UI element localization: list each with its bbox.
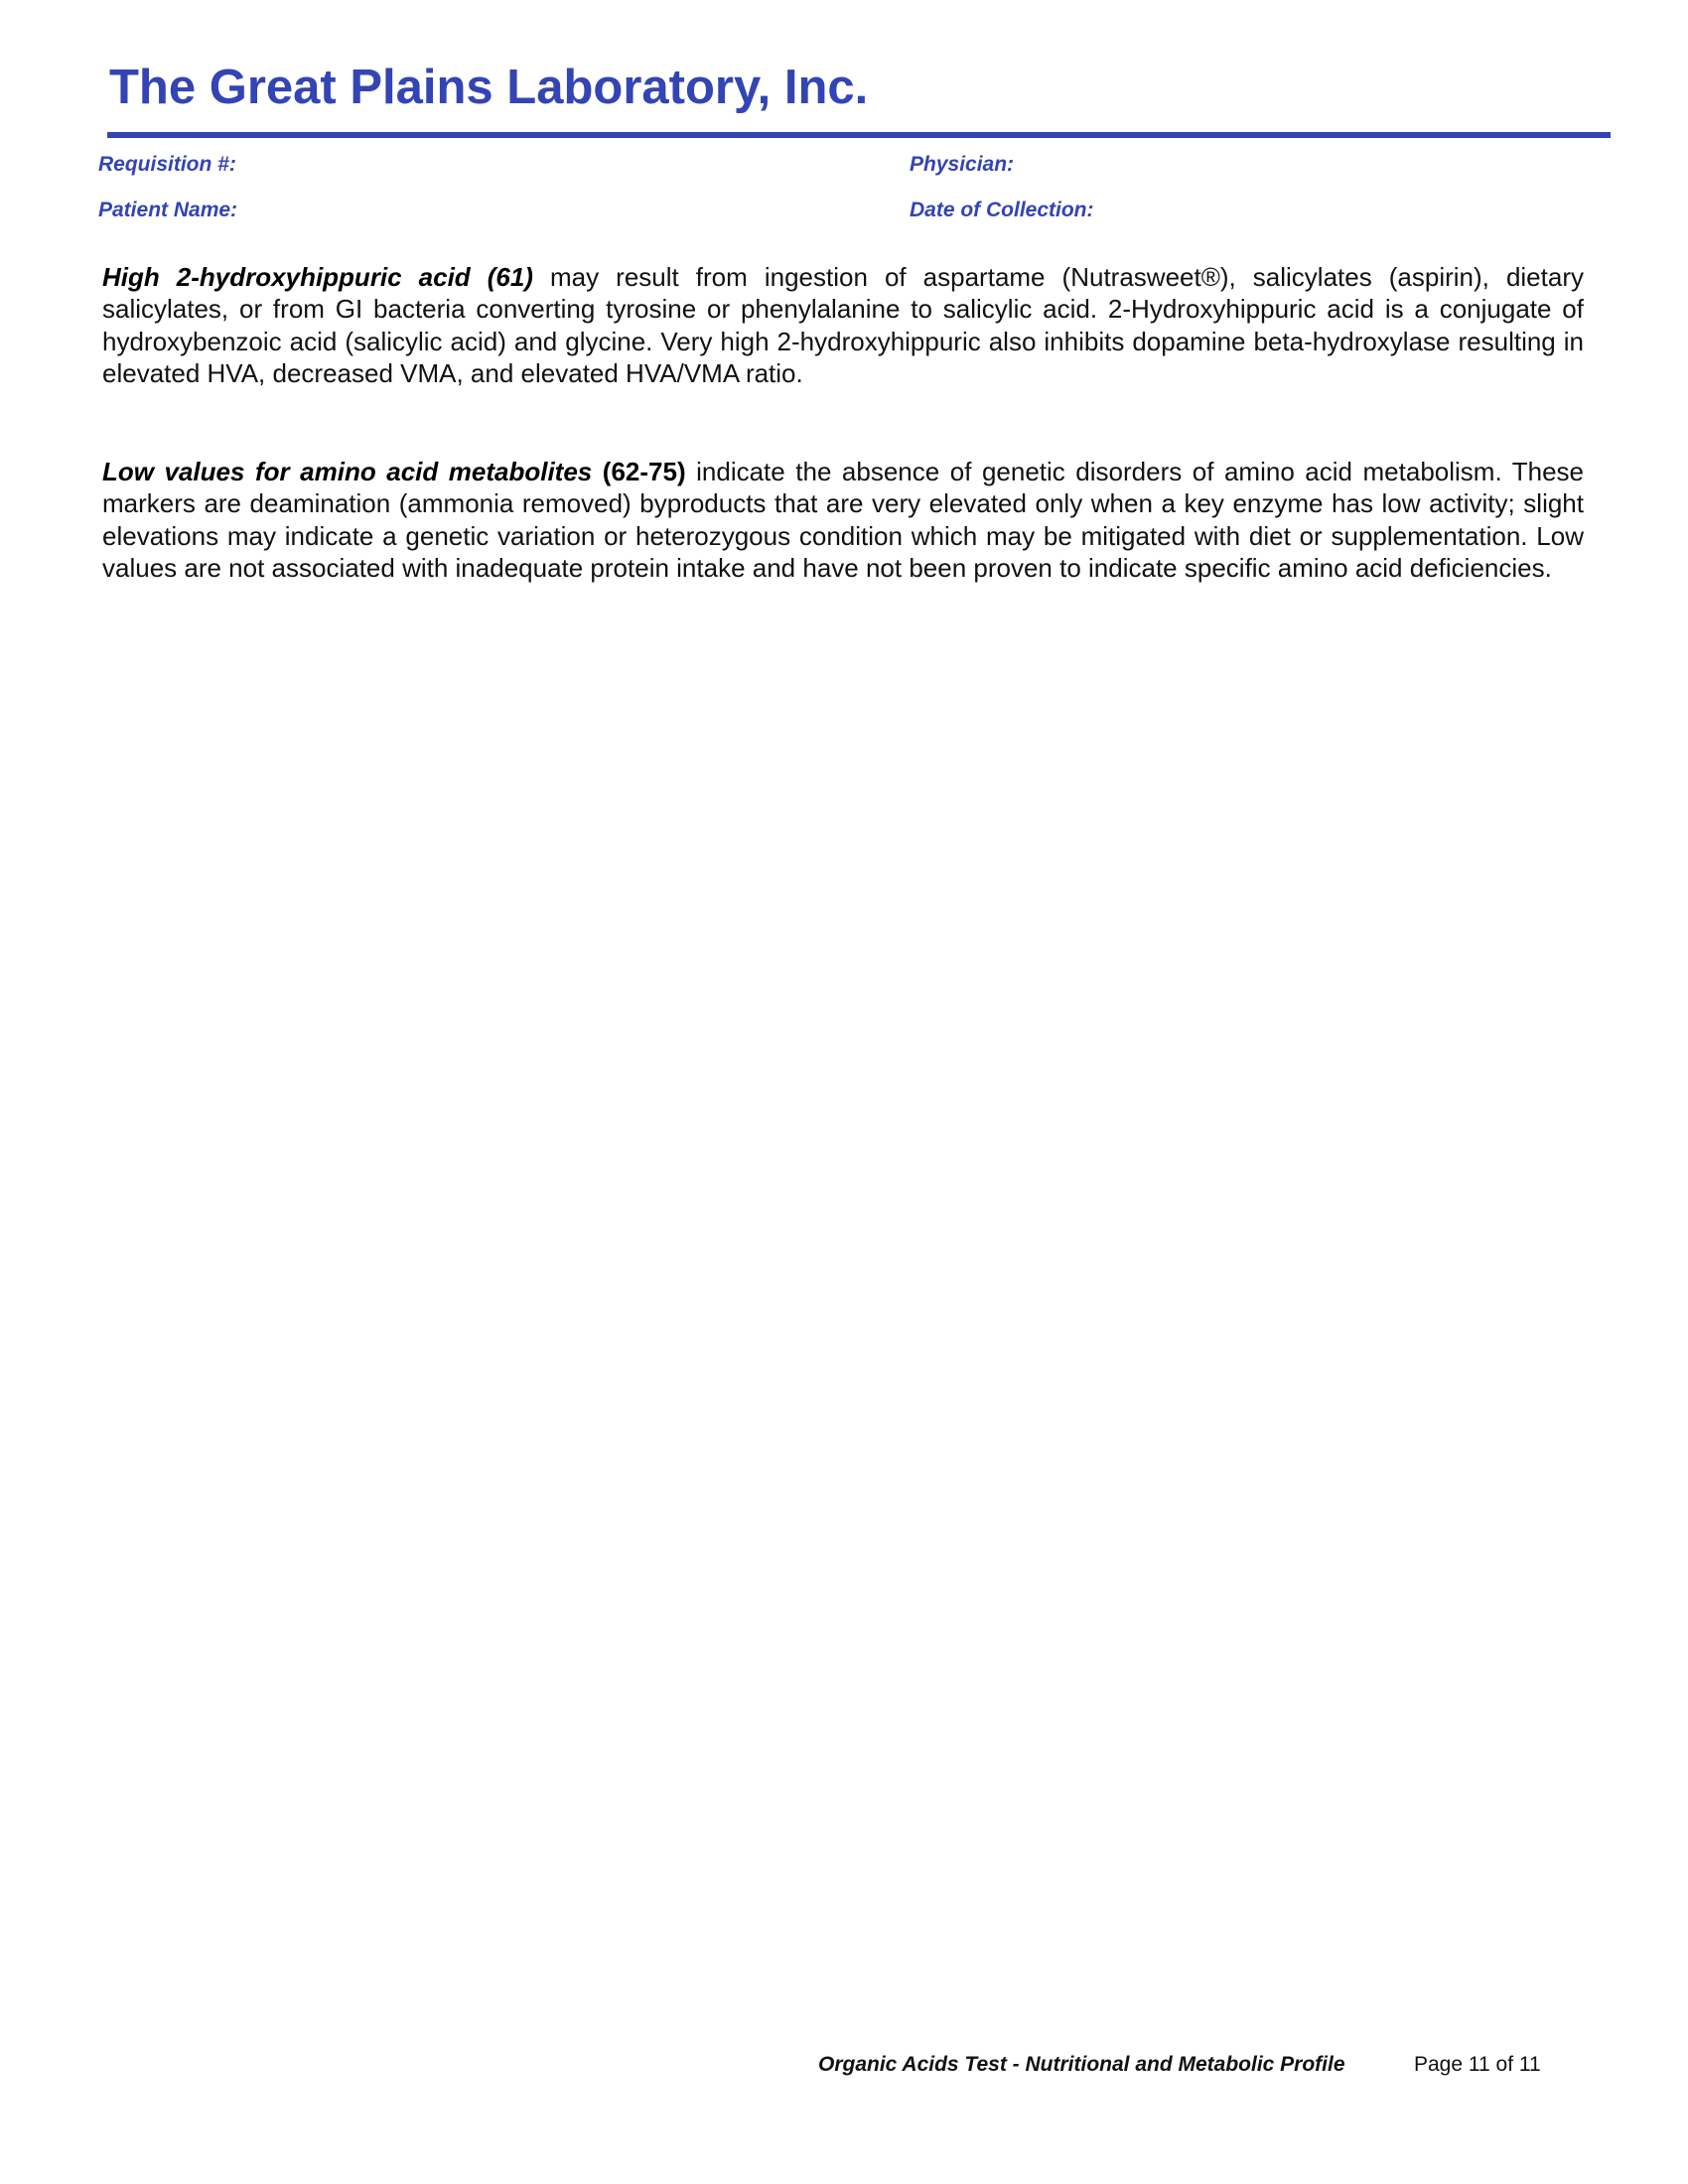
header-divider [107,132,1611,138]
paragraph-2-hydroxyhippuric-acid [102,261,1584,389]
paragraph-lead-range: (62-75) [592,457,686,486]
paragraph-body: indicate the absence of genetic disorders of amino acid metabolism. These markers are deamination (ammonia removed) byproducts that are very elevated only when a key enzyme has low activity; slight elevations may indicate a genetic variation or heterozygous condition which may be mitigated with diet or supplementation. Low values are not associated with inadequate protein intake and have not been proven to indicate specific amino acid deficiencies. [102,457,1584,583]
physician-label: Physician: [910,153,1015,176]
paragraph-lead: Low values for amino acid metabolites [102,457,593,486]
date-of-collection-label: Date of Collection: [910,199,1094,221]
requisition-label: Requisition #: [98,153,236,176]
paragraph-amino-acid-metabolites [102,456,1584,584]
footer-page-number: Page 11 of 11 [1414,2053,1541,2076]
lab-name-heading: The Great Plains Laboratory, Inc. [109,61,869,114]
paragraph-body: may result from ingestion of aspartame (Nutrasweet®), salicylates (aspirin), dietary salicylates, or from GI bacteria converting tyrosine or phenylalanine to salicylic acid. 2-Hydroxyhippuric acid is a conjugate of hydroxybenzoic acid (salicylic acid) and glycine. Very high 2-hydroxyhippuric also inhibits dopamine beta-hydroxylase resulting in elevated HVA, decreased VMA, and elevated HVA/VMA ratio. [102,262,1584,388]
paragraph-lead: High 2-hydroxyhippuric acid (61) [102,262,533,292]
patient-name-label: Patient Name: [98,199,238,221]
footer-report-title: Organic Acids Test - Nutritional and Metabolic Profile [818,2053,1345,2076]
